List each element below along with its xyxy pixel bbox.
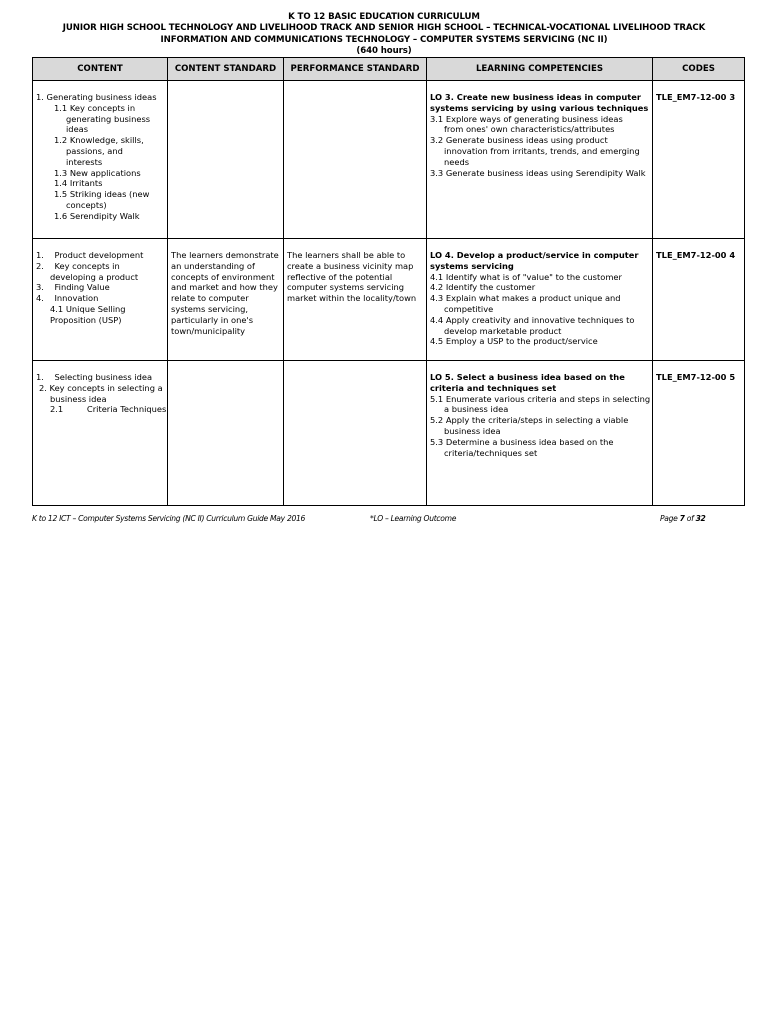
competency-line: 4.4 Apply creativity and innovative techniques to bbox=[430, 314, 635, 325]
content-line: 2. Key concepts in bbox=[36, 260, 120, 271]
learning-competencies-cell bbox=[427, 239, 653, 361]
footer-legend: *LO – Learning Outcome bbox=[370, 514, 457, 523]
content-line: business idea bbox=[50, 393, 107, 404]
competency-line: from ones' own characteristics/attributes bbox=[444, 124, 615, 135]
content-line: ideas bbox=[66, 124, 89, 135]
content-line: 1.4 Irritants bbox=[54, 178, 103, 189]
competency-line: 5.3 Determine a business idea based on the bbox=[430, 436, 614, 447]
content-line: 1.2 Knowledge, skills, bbox=[54, 135, 144, 146]
column-header-performance-standard: PERFORMANCE STANDARD bbox=[284, 58, 427, 81]
content-line: 1.3 New applications bbox=[54, 167, 141, 178]
header-hours: (640 hours) bbox=[356, 46, 412, 57]
learning-competencies-cell bbox=[427, 81, 653, 239]
document-header bbox=[0, 12, 768, 58]
page-of-label: of bbox=[684, 514, 696, 523]
lo-title: systems servicing by using various techniques bbox=[430, 102, 649, 113]
competency-line: 3.2 Generate business ideas using product bbox=[430, 135, 608, 146]
header-title: K TO 12 BASIC EDUCATION CURRICULUM bbox=[288, 12, 480, 22]
lo-title: LO 5. Select a business idea based on the bbox=[430, 372, 625, 382]
column-header-content: CONTENT bbox=[33, 58, 168, 81]
competency-line: 3.1 Explore ways of generating business ideas bbox=[430, 113, 623, 124]
competency-line: 4.2 Identify the customer bbox=[430, 282, 536, 293]
content-line: 1. Product development bbox=[36, 250, 144, 260]
content-line: passions, and bbox=[66, 145, 123, 156]
page-current: 7 bbox=[679, 514, 685, 523]
curriculum-table bbox=[32, 57, 745, 506]
competency-line: 3.3 Generate business ideas using Serendipity Walk bbox=[430, 167, 646, 178]
competency-line: business idea bbox=[444, 425, 501, 436]
table-row bbox=[33, 81, 745, 239]
content-line: 4. Innovation bbox=[36, 293, 99, 304]
competency-line: develop marketable product bbox=[444, 325, 562, 336]
competency-line: 4.3 Explain what makes a product unique and bbox=[430, 293, 621, 304]
code-cell: TLE_EM7-12-00 5 bbox=[653, 361, 745, 506]
content-line: 1.1 Key concepts in bbox=[54, 102, 136, 113]
lo-title: LO 3. Create new business ideas in computer bbox=[430, 92, 641, 102]
header-subject: INFORMATION AND COMMUNICATIONS TECHNOLOGY – COMPUTER SYSTEMS SERVICING (NC II) bbox=[160, 34, 608, 45]
page-total: 32 bbox=[695, 514, 706, 523]
content-line: developing a product bbox=[50, 271, 139, 282]
competency-line: criteria/techniques set bbox=[444, 447, 538, 458]
column-header-codes: CODES bbox=[653, 58, 745, 81]
content-cell bbox=[33, 361, 168, 506]
content-cell bbox=[33, 239, 168, 361]
content-line: 3. Finding Value bbox=[36, 282, 110, 293]
competency-line: needs bbox=[444, 156, 470, 167]
performance-standard-cell: The learners shall be able to create a business vicinity map reflective of the potential computer systems servicing market within the locality/town bbox=[284, 239, 427, 361]
competency-line: innovation from irritants, trends, and emerging bbox=[444, 145, 640, 156]
content-line: 4.1 Unique Selling bbox=[50, 303, 126, 314]
learning-competencies-cell bbox=[427, 361, 653, 506]
content-line: 2. Key concepts in selecting a bbox=[39, 382, 163, 393]
content-line: 1. Selecting business idea bbox=[36, 372, 153, 382]
lo-title: LO 4. Develop a product/service in computer bbox=[430, 250, 639, 260]
content-line: 1. Generating business ideas bbox=[36, 92, 157, 102]
competency-line: 5.2 Apply the criteria/steps in selecting a viable bbox=[430, 415, 629, 426]
competency-line: 5.1 Enumerate various criteria and steps in selecting bbox=[430, 393, 651, 404]
table-row bbox=[33, 239, 745, 361]
footer-page-number bbox=[660, 514, 706, 523]
content-line: Proposition (USP) bbox=[50, 314, 122, 325]
lo-title: systems servicing bbox=[430, 260, 514, 271]
table-row bbox=[33, 361, 745, 506]
content-line: 2.1 Criteria Techniques bbox=[50, 404, 167, 415]
content-line: 1.5 Striking ideas (new bbox=[54, 189, 150, 200]
code-cell: TLE_EM7-12-00 4 bbox=[653, 239, 745, 361]
competency-line: 4.5 Employ a USP to the product/service bbox=[430, 336, 598, 347]
content-line: 1.6 Serendipity Walk bbox=[54, 210, 140, 221]
content-line: concepts) bbox=[66, 199, 107, 210]
performance-standard-cell bbox=[284, 81, 427, 239]
page-label: Page bbox=[660, 514, 680, 523]
table-header-row bbox=[33, 58, 745, 81]
content-standard-cell bbox=[168, 81, 284, 239]
footer-guide-title: K to 12 ICT – Computer Systems Servicing (NC II) Curriculum Guide May 2016 bbox=[32, 514, 306, 523]
content-cell bbox=[33, 81, 168, 239]
competency-line: competitive bbox=[444, 303, 494, 314]
competency-line: a business idea bbox=[444, 404, 509, 415]
content-standard-cell: The learners demonstrate an understanding of concepts of environment and market and how they relate to computer systems servicing, particularly in one's town/municipality bbox=[168, 239, 284, 361]
column-header-learning-competencies: LEARNING COMPETENCIES bbox=[427, 58, 653, 81]
content-line: interests bbox=[66, 156, 103, 167]
content-standard-cell bbox=[168, 361, 284, 506]
performance-standard-cell bbox=[284, 361, 427, 506]
header-track: JUNIOR HIGH SCHOOL TECHNOLOGY AND LIVELIHOOD TRACK AND SENIOR HIGH SCHOOL – TECHNICAL-VOCATIONAL LIVELIHOOD TRACK bbox=[62, 23, 706, 34]
content-line: generating business bbox=[66, 113, 151, 124]
column-header-content-standard: CONTENT STANDARD bbox=[168, 58, 284, 81]
competency-line: 4.1 Identify what is of "value" to the customer bbox=[430, 271, 622, 282]
code-cell: TLE_EM7-12-00 3 bbox=[653, 81, 745, 239]
lo-title: criteria and techniques set bbox=[430, 382, 557, 393]
